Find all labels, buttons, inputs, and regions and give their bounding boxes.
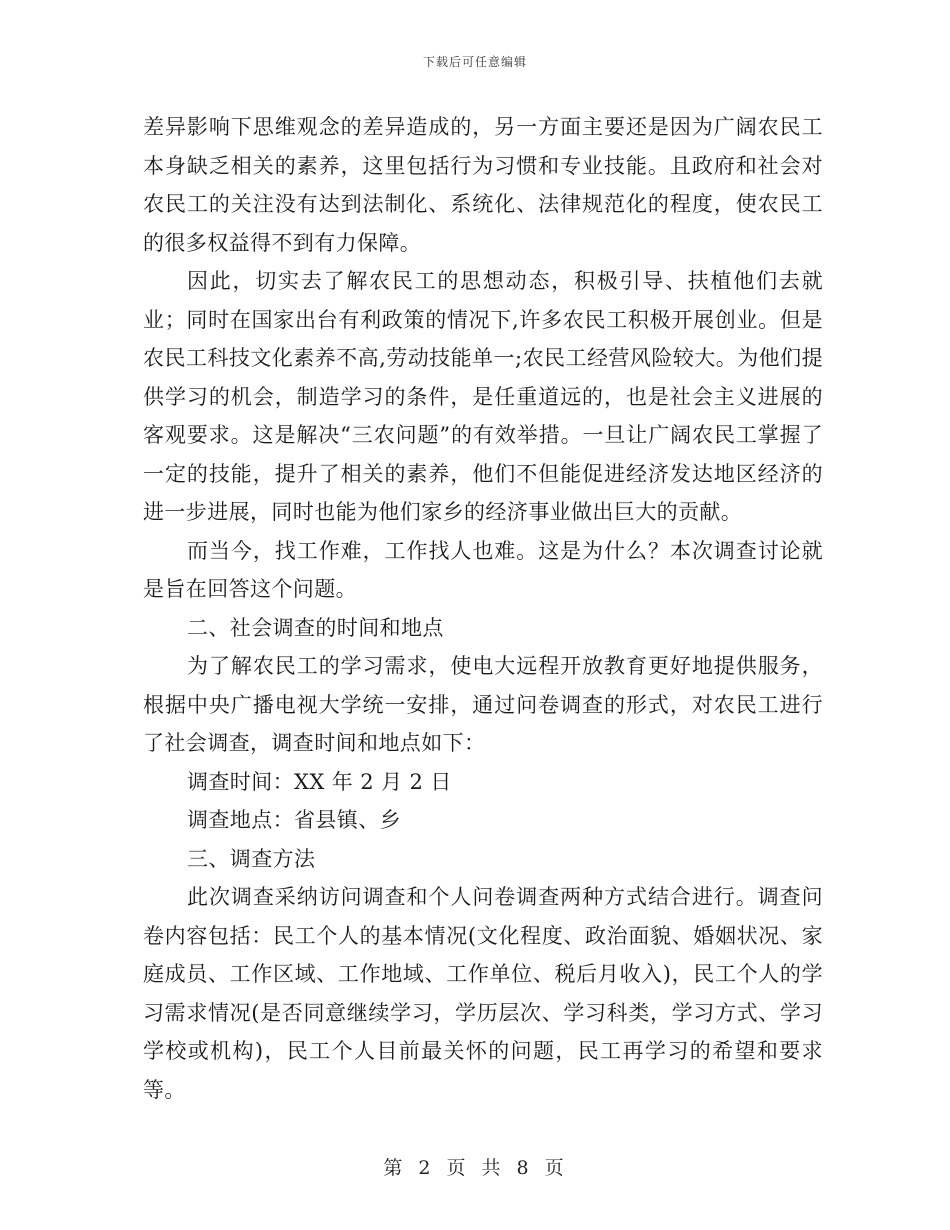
page-number: 第 2 页 共 8 页 — [383, 1157, 567, 1179]
paragraph-method: 此次调查采纳访问调查和个人问卷调查两种方式结合进行。调查问卷内容包括：民工个人的基本情况(文化程度、政治面貌、婚姻状况、家庭成员、工作区域、工作地域、工作单位、税后月收入)，民工个人的学习需求情况(是否同意继续学习，学历层次、学习科类，学习方式、学习学校或机构)，民工个人目前最关怀的问题，民工再学习的希望和要求等。 — [143, 885, 823, 1102]
paragraph-survey-purpose: 为了解农民工的学习需求，使电大远程开放教育更好地提供服务，根据中央广播电视大学统一安排，通过问卷调查的形式，对农民工进行了社会调查，调查时间和地点如下： — [143, 654, 823, 755]
paragraph-therefore: 因此，切实去了解农民工的思想动态，积极引导、扶植他们去就业；同时在国家出台有利政策的情况下,许多农民工积极开展创业。但是农民工科技文化素养不高,劳动技能单一;农民工经营风险较大。为他们提供学习的机会，制造学习的条件，是任重道远的，也是社会主义进展的客观要求。这是解决“三农问题”的有效举措。一旦让广阔农民工掌握了一定的技能，提升了相关的素养，他们不但能促进经济发达地区经济的进一步进展，同时也能为他们家乡的经济事业做出巨大的贡献。 — [143, 269, 823, 524]
header-note: 下载后可任意编辑 — [422, 55, 527, 69]
survey-place: 调查地点：省县镇、乡 — [187, 808, 401, 832]
survey-time: 调查时间：XX 年 2 月 2 日 — [187, 769, 452, 794]
section-heading-time-place: 二、社会调查的时间和地点 — [187, 615, 444, 640]
paragraph-causes: 差异影响下思维观念的差异造成的，另一方面主要还是因为广阔农民工本身缺乏相关的素养，这里包括行为习惯和专业技能。且政府和社会对农民工的关注没有达到法制化、系统化、法律规范化的程度，使农民工的很多权益得不到有力保障。 — [143, 115, 823, 255]
section-heading-method: 三、调查方法 — [187, 846, 316, 871]
document-body — [143, 108, 823, 1109]
paragraph-question: 而当今，找工作难，工作找人也难。这是为什么？本次调查讨论就是旨在回答这个问题。 — [143, 538, 823, 601]
